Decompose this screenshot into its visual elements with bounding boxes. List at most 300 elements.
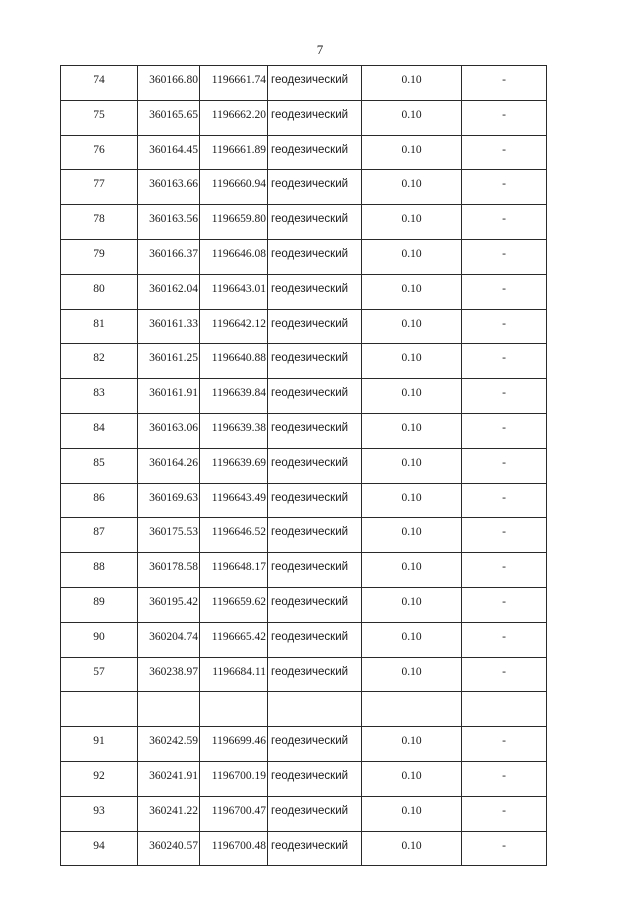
point-number-cell: [61, 831, 138, 866]
x-coordinate-cell: [138, 587, 200, 622]
x-coordinate-cell-text: 360164.45: [149, 143, 198, 156]
y-coordinate-cell: [200, 100, 268, 135]
extra-cell: [462, 239, 547, 274]
accuracy-cell-text: 0.10: [401, 247, 422, 260]
y-coordinate-cell: [200, 239, 268, 274]
table-row: [61, 587, 547, 622]
method-cell: [268, 761, 362, 796]
point-number-cell-text: 85: [93, 456, 105, 469]
y-coordinate-cell-text: 1196659.80: [211, 213, 266, 226]
point-number-cell-text: 79: [93, 247, 105, 260]
point-number-cell: [61, 379, 138, 414]
accuracy-cell: [362, 831, 462, 866]
point-number-cell: [61, 344, 138, 379]
y-coordinate-cell: [200, 796, 268, 831]
extra-cell: [462, 796, 547, 831]
method-cell-text: геодезический: [271, 630, 349, 643]
x-coordinate-cell-text: 360161.91: [149, 387, 198, 400]
accuracy-cell-text: 0.10: [401, 178, 422, 191]
method-cell-text: геодезический: [271, 247, 349, 260]
x-coordinate-cell-text: 360241.91: [149, 769, 198, 782]
point-number-cell-text: 91: [93, 735, 105, 748]
method-cell: [268, 831, 362, 866]
x-coordinate-cell: [138, 796, 200, 831]
table-row: [61, 309, 547, 344]
extra-cell-text: -: [502, 317, 506, 330]
method-cell-text: [268, 692, 361, 701]
accuracy-cell: [362, 553, 462, 588]
x-coordinate-cell: [138, 518, 200, 553]
x-coordinate-cell-text: 360164.26: [149, 456, 198, 469]
method-cell: [268, 100, 362, 135]
y-coordinate-cell-text: 1196684.11: [212, 665, 266, 678]
accuracy-cell: [362, 657, 462, 692]
extra-cell-text: -: [502, 630, 506, 643]
y-coordinate-cell: [200, 518, 268, 553]
accuracy-cell-text: 0.10: [401, 74, 422, 86]
y-coordinate-cell-text: 1196700.47: [211, 804, 266, 817]
y-coordinate-cell-text: 1196639.84: [211, 387, 266, 400]
extra-cell-text: -: [502, 665, 506, 678]
y-coordinate-cell: [200, 379, 268, 414]
extra-cell: [462, 518, 547, 553]
point-number-cell-text: 57: [93, 665, 105, 678]
extra-cell: [462, 274, 547, 309]
accuracy-cell-text: 0.10: [401, 630, 422, 643]
extra-cell: [462, 483, 547, 518]
point-number-cell: [61, 657, 138, 692]
extra-cell: [462, 553, 547, 588]
x-coordinate-cell: [138, 727, 200, 762]
method-cell-text: геодезический: [271, 282, 349, 295]
accuracy-cell-text: 0.10: [401, 456, 422, 469]
accuracy-cell: [362, 692, 462, 727]
table-row: [61, 483, 547, 518]
y-coordinate-cell-text: 1196665.42: [211, 630, 266, 643]
point-number-cell: [61, 727, 138, 762]
extra-cell: [462, 413, 547, 448]
x-coordinate-cell: [138, 309, 200, 344]
x-coordinate-cell: [138, 483, 200, 518]
point-number-cell: [61, 170, 138, 205]
method-cell-text: геодезический: [271, 108, 349, 121]
accuracy-cell: [362, 379, 462, 414]
method-cell: [268, 413, 362, 448]
method-cell-text: геодезический: [271, 839, 349, 852]
method-cell: [268, 483, 362, 518]
table-row: [61, 170, 547, 205]
extra-cell-text: -: [502, 769, 506, 782]
table-row: [61, 796, 547, 831]
method-cell: [268, 587, 362, 622]
point-number-cell: [61, 100, 138, 135]
point-number-cell-text: 94: [93, 839, 105, 852]
accuracy-cell-text: 0.10: [401, 317, 422, 330]
y-coordinate-cell: [200, 344, 268, 379]
point-number-cell: [61, 761, 138, 796]
point-number-cell: [61, 483, 138, 518]
y-coordinate-cell: [200, 135, 268, 170]
accuracy-cell: [362, 448, 462, 483]
y-coordinate-cell: [200, 448, 268, 483]
y-coordinate-cell: [200, 66, 268, 101]
accuracy-cell: [362, 344, 462, 379]
y-coordinate-cell-text: 1196640.88: [211, 352, 266, 365]
y-coordinate-cell-text: 1196661.89: [211, 143, 266, 156]
y-coordinate-cell: [200, 170, 268, 205]
method-cell: [268, 553, 362, 588]
point-number-cell-text: 77: [93, 178, 105, 191]
point-number-cell-text: 89: [93, 595, 105, 608]
table-row: [61, 274, 547, 309]
method-cell: [268, 796, 362, 831]
extra-cell-text: -: [502, 491, 506, 504]
coordinates-table-body: [61, 66, 547, 866]
accuracy-cell-text: 0.10: [401, 665, 422, 678]
method-cell-text: геодезический: [271, 74, 349, 86]
y-coordinate-cell-text: 1196700.19: [211, 769, 266, 782]
y-coordinate-cell: [200, 413, 268, 448]
table-row: [61, 448, 547, 483]
x-coordinate-cell-text: 360175.53: [149, 526, 198, 539]
method-cell-text: геодезический: [271, 735, 349, 748]
y-coordinate-cell-text: 1196646.52: [211, 526, 266, 539]
extra-cell: [462, 692, 547, 727]
x-coordinate-cell: [138, 622, 200, 657]
method-cell-text: геодезический: [271, 665, 349, 678]
method-cell-text: геодезический: [271, 421, 349, 434]
accuracy-cell-text: 0.10: [401, 595, 422, 608]
table-row: [61, 344, 547, 379]
x-coordinate-cell: [138, 205, 200, 240]
x-coordinate-cell-text: 360163.56: [149, 213, 198, 226]
method-cell: [268, 379, 362, 414]
method-cell: [268, 170, 362, 205]
y-coordinate-cell-text: 1196659.62: [211, 595, 266, 608]
method-cell-text: геодезический: [271, 804, 349, 817]
extra-cell: [462, 831, 547, 866]
accuracy-cell-text: 0.10: [401, 143, 422, 156]
x-coordinate-cell-text: 360163.66: [149, 178, 198, 191]
extra-cell-text: -: [502, 178, 506, 191]
x-coordinate-cell-text: 360163.06: [149, 421, 198, 434]
accuracy-cell: [362, 727, 462, 762]
y-coordinate-cell-text: [200, 692, 267, 701]
y-coordinate-cell: [200, 622, 268, 657]
x-coordinate-cell-text: 360166.80: [149, 74, 198, 86]
extra-cell-text: -: [502, 247, 506, 260]
accuracy-cell: [362, 587, 462, 622]
y-coordinate-cell-text: 1196646.08: [211, 247, 266, 260]
accuracy-cell: [362, 413, 462, 448]
point-number-cell: [61, 66, 138, 101]
table-row: [61, 692, 547, 727]
extra-cell: [462, 587, 547, 622]
x-coordinate-cell-text: 360242.59: [149, 735, 198, 748]
accuracy-cell-text: 0.10: [401, 491, 422, 504]
x-coordinate-cell-text: 360161.33: [149, 317, 198, 330]
y-coordinate-cell: [200, 309, 268, 344]
y-coordinate-cell: [200, 553, 268, 588]
accuracy-cell-text: 0.10: [401, 352, 422, 365]
extra-cell: [462, 448, 547, 483]
method-cell-text: геодезический: [271, 352, 349, 365]
y-coordinate-cell-text: 1196639.38: [211, 421, 266, 434]
y-coordinate-cell: [200, 483, 268, 518]
extra-cell: [462, 657, 547, 692]
accuracy-cell: [362, 309, 462, 344]
accuracy-cell-text: 0.10: [401, 769, 422, 782]
x-coordinate-cell: [138, 448, 200, 483]
point-number-cell: [61, 553, 138, 588]
method-cell-text: геодезический: [271, 595, 349, 608]
point-number-cell-text: 81: [93, 317, 105, 330]
extra-cell-text: -: [502, 735, 506, 748]
extra-cell-text: -: [502, 456, 506, 469]
x-coordinate-cell-text: [138, 692, 199, 701]
x-coordinate-cell-text: 360165.65: [149, 108, 198, 121]
y-coordinate-cell: [200, 205, 268, 240]
accuracy-cell-text: 0.10: [401, 804, 422, 817]
accuracy-cell: [362, 66, 462, 101]
point-number-cell: [61, 587, 138, 622]
extra-cell: [462, 344, 547, 379]
method-cell-text: геодезический: [271, 456, 349, 469]
method-cell-text: геодезический: [271, 769, 349, 782]
x-coordinate-cell: [138, 692, 200, 727]
accuracy-cell: [362, 170, 462, 205]
method-cell-text: геодезический: [271, 317, 349, 330]
accuracy-cell-text: [362, 692, 461, 701]
method-cell-text: геодезический: [271, 143, 349, 156]
point-number-cell: [61, 205, 138, 240]
x-coordinate-cell-text: 360238.97: [149, 665, 198, 678]
table-row: [61, 379, 547, 414]
x-coordinate-cell-text: 360241.22: [149, 804, 198, 817]
extra-cell: [462, 727, 547, 762]
table-row: [61, 831, 547, 866]
table-row: [61, 239, 547, 274]
point-number-cell-text: 84: [93, 421, 105, 434]
y-coordinate-cell-text: 1196648.17: [211, 561, 266, 574]
method-cell: [268, 692, 362, 727]
point-number-cell-text: 80: [93, 282, 105, 295]
x-coordinate-cell-text: 360178.58: [149, 561, 198, 574]
point-number-cell-text: 87: [93, 526, 105, 539]
table-row: [61, 518, 547, 553]
method-cell: [268, 274, 362, 309]
accuracy-cell-text: 0.10: [401, 282, 422, 295]
x-coordinate-cell: [138, 66, 200, 101]
accuracy-cell-text: 0.10: [401, 387, 422, 400]
point-number-cell: [61, 518, 138, 553]
table-row: [61, 761, 547, 796]
table-row: [61, 66, 547, 101]
method-cell-text: геодезический: [271, 491, 349, 504]
x-coordinate-cell: [138, 379, 200, 414]
table-row: [61, 205, 547, 240]
point-number-cell-text: 88: [93, 561, 105, 574]
x-coordinate-cell: [138, 344, 200, 379]
extra-cell: [462, 66, 547, 101]
y-coordinate-cell: [200, 274, 268, 309]
point-number-cell-text: 74: [93, 74, 105, 86]
point-number-cell-text: [61, 692, 137, 701]
method-cell-text: геодезический: [271, 561, 349, 574]
y-coordinate-cell: [200, 727, 268, 762]
method-cell-text: геодезический: [271, 178, 349, 191]
extra-cell-text: -: [502, 213, 506, 226]
method-cell: [268, 448, 362, 483]
x-coordinate-cell: [138, 831, 200, 866]
extra-cell-text: -: [502, 595, 506, 608]
y-coordinate-cell-text: 1196700.48: [211, 839, 266, 852]
method-cell: [268, 344, 362, 379]
extra-cell-text: -: [502, 143, 506, 156]
accuracy-cell: [362, 135, 462, 170]
coordinates-table: [60, 65, 547, 866]
extra-cell: [462, 170, 547, 205]
point-number-cell: [61, 309, 138, 344]
x-coordinate-cell: [138, 413, 200, 448]
point-number-cell-text: 82: [93, 352, 105, 365]
accuracy-cell-text: 0.10: [401, 213, 422, 226]
extra-cell-text: -: [502, 839, 506, 852]
accuracy-cell-text: 0.10: [401, 735, 422, 748]
method-cell: [268, 239, 362, 274]
accuracy-cell-text: 0.10: [401, 421, 422, 434]
extra-cell: [462, 100, 547, 135]
x-coordinate-cell: [138, 170, 200, 205]
table-row: [61, 622, 547, 657]
point-number-cell: [61, 274, 138, 309]
accuracy-cell-text: 0.10: [401, 108, 422, 121]
x-coordinate-cell: [138, 100, 200, 135]
y-coordinate-cell: [200, 587, 268, 622]
extra-cell: [462, 379, 547, 414]
accuracy-cell: [362, 761, 462, 796]
point-number-cell-text: 75: [93, 108, 105, 121]
method-cell-text: геодезический: [271, 213, 349, 226]
accuracy-cell: [362, 100, 462, 135]
table-row: [61, 135, 547, 170]
table-row: [61, 727, 547, 762]
x-coordinate-cell-text: 360204.74: [149, 630, 198, 643]
accuracy-cell-text: 0.10: [401, 561, 422, 574]
y-coordinate-cell: [200, 761, 268, 796]
x-coordinate-cell-text: 360166.37: [149, 247, 198, 260]
point-number-cell: [61, 239, 138, 274]
method-cell: [268, 727, 362, 762]
extra-cell-text: [462, 692, 546, 701]
x-coordinate-cell: [138, 239, 200, 274]
method-cell: [268, 135, 362, 170]
point-number-cell-text: 90: [93, 630, 105, 643]
extra-cell-text: -: [502, 561, 506, 574]
page-number: 7: [316, 42, 324, 57]
x-coordinate-cell: [138, 553, 200, 588]
extra-cell-text: -: [502, 282, 506, 295]
accuracy-cell: [362, 518, 462, 553]
method-cell: [268, 657, 362, 692]
accuracy-cell: [362, 796, 462, 831]
point-number-cell-text: 86: [93, 491, 105, 504]
y-coordinate-cell-text: 1196660.94: [211, 178, 266, 191]
y-coordinate-cell: [200, 657, 268, 692]
x-coordinate-cell-text: 360162.04: [149, 282, 198, 295]
y-coordinate-cell-text: 1196643.49: [211, 491, 266, 504]
y-coordinate-cell-text: 1196699.46: [211, 735, 266, 748]
extra-cell: [462, 622, 547, 657]
table-row: [61, 657, 547, 692]
x-coordinate-cell-text: 360169.63: [149, 491, 198, 504]
method-cell: [268, 205, 362, 240]
x-coordinate-cell: [138, 135, 200, 170]
y-coordinate-cell-text: 1196642.12: [211, 317, 266, 330]
point-number-cell: [61, 448, 138, 483]
point-number-cell-text: 76: [93, 143, 105, 156]
extra-cell-text: -: [502, 421, 506, 434]
point-number-cell: [61, 622, 138, 657]
extra-cell-text: -: [502, 804, 506, 817]
accuracy-cell: [362, 622, 462, 657]
point-number-cell: [61, 413, 138, 448]
extra-cell: [462, 205, 547, 240]
x-coordinate-cell-text: 360161.25: [149, 352, 198, 365]
method-cell-text: геодезический: [271, 526, 349, 539]
method-cell: [268, 309, 362, 344]
extra-cell-text: -: [502, 526, 506, 539]
table-row: [61, 413, 547, 448]
y-coordinate-cell-text: 1196639.69: [211, 456, 266, 469]
extra-cell: [462, 135, 547, 170]
x-coordinate-cell: [138, 274, 200, 309]
point-number-cell-text: 93: [93, 804, 105, 817]
extra-cell-text: -: [502, 74, 506, 86]
y-coordinate-cell: [200, 831, 268, 866]
method-cell: [268, 66, 362, 101]
table-row: [61, 553, 547, 588]
x-coordinate-cell-text: 360240.57: [149, 839, 198, 852]
extra-cell-text: -: [502, 387, 506, 400]
accuracy-cell: [362, 239, 462, 274]
point-number-cell: [61, 135, 138, 170]
method-cell-text: геодезический: [271, 387, 349, 400]
table-row: [61, 100, 547, 135]
method-cell: [268, 518, 362, 553]
accuracy-cell: [362, 483, 462, 518]
extra-cell-text: -: [502, 352, 506, 365]
point-number-cell: [61, 796, 138, 831]
point-number-cell-text: 83: [93, 387, 105, 400]
method-cell: [268, 622, 362, 657]
point-number-cell: [61, 692, 138, 727]
extra-cell-text: -: [502, 108, 506, 121]
accuracy-cell: [362, 274, 462, 309]
accuracy-cell: [362, 205, 462, 240]
extra-cell: [462, 761, 547, 796]
x-coordinate-cell: [138, 761, 200, 796]
y-coordinate-cell-text: 1196661.74: [211, 74, 266, 86]
x-coordinate-cell-text: 360195.42: [149, 595, 198, 608]
y-coordinate-cell-text: 1196643.01: [211, 282, 266, 295]
point-number-cell-text: 92: [93, 769, 105, 782]
y-coordinate-cell: [200, 692, 268, 727]
x-coordinate-cell: [138, 657, 200, 692]
y-coordinate-cell-text: 1196662.20: [211, 108, 266, 121]
accuracy-cell-text: 0.10: [401, 839, 422, 852]
accuracy-cell-text: 0.10: [401, 526, 422, 539]
